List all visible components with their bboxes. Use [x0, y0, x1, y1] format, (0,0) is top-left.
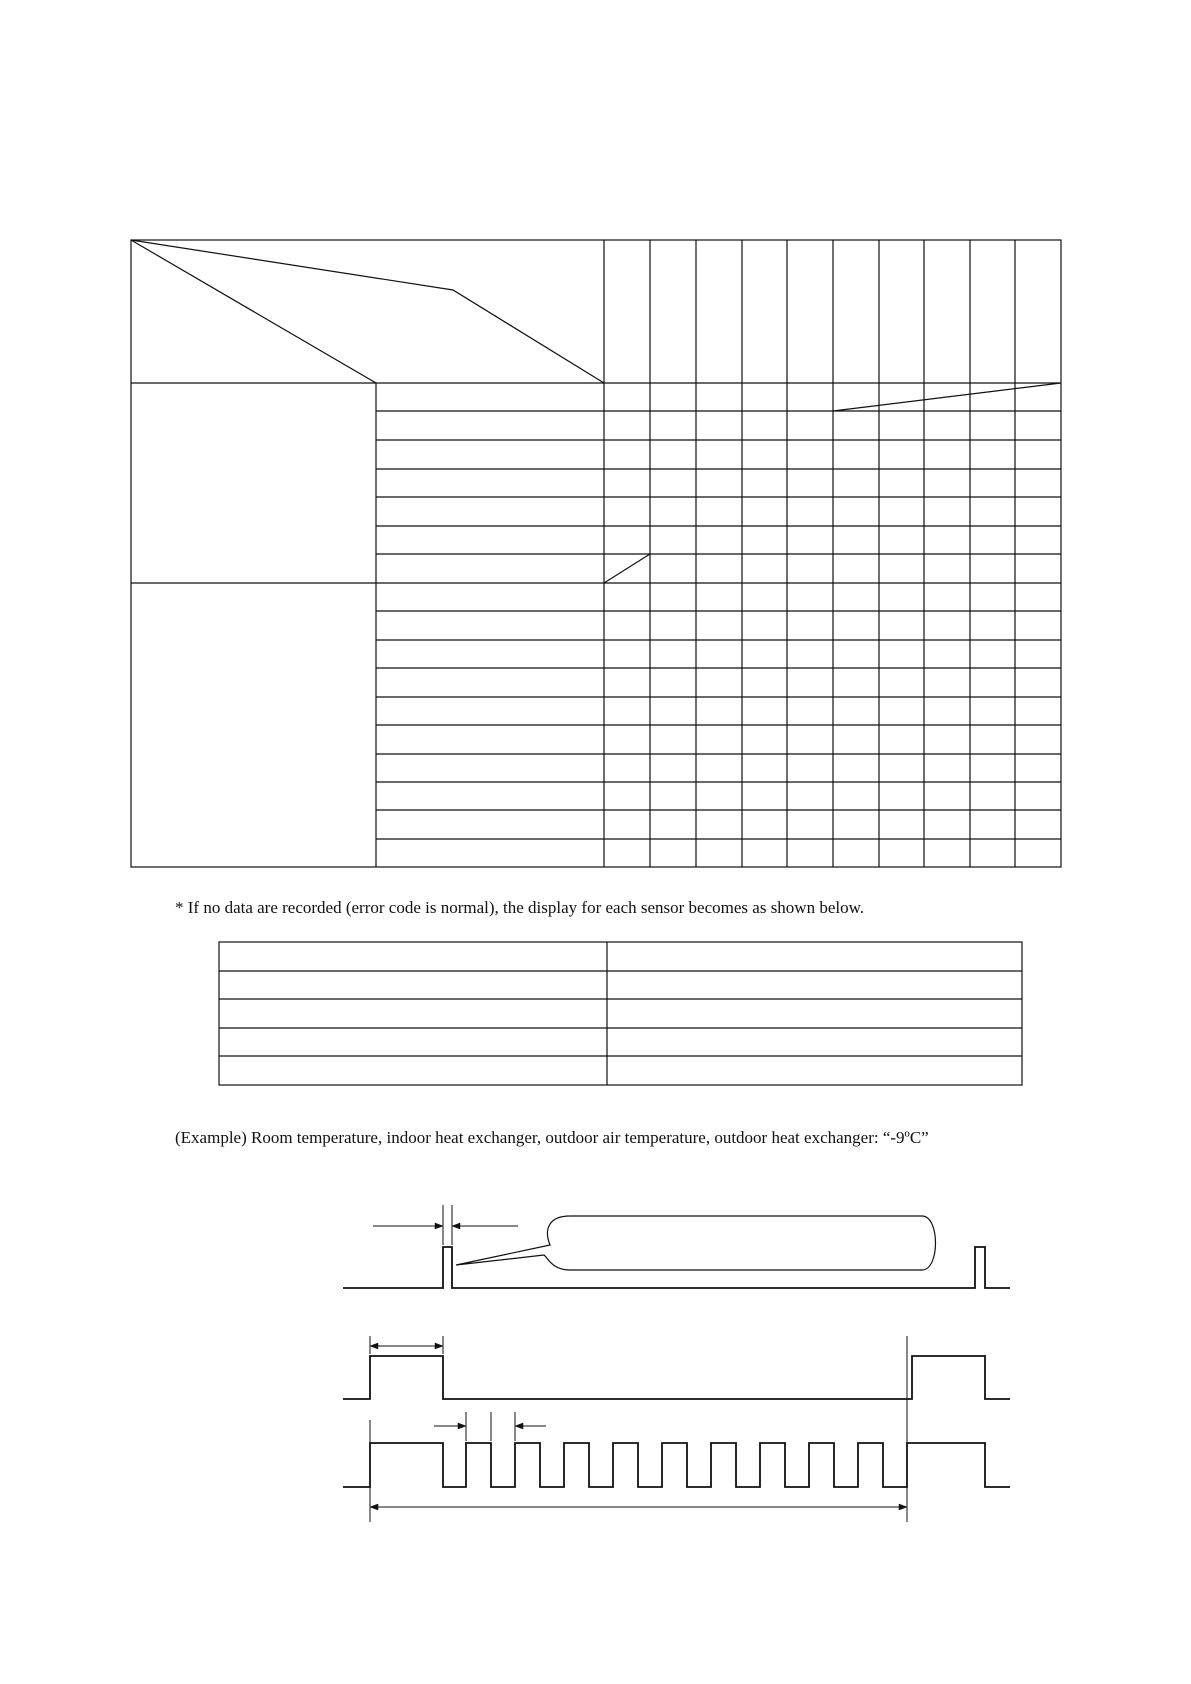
main-table: [131, 240, 1061, 867]
header-diagonal: [131, 240, 376, 383]
frame-signal: [343, 1356, 1010, 1399]
pulse-signal: [343, 1247, 1010, 1288]
cell-diagonal: [604, 554, 650, 583]
timing-diagram: [343, 1205, 1010, 1522]
callout-balloon: [456, 1216, 936, 1270]
example-note: (Example) Room temperature, indoor heat exchanger, outdoor air temperature, outdoor heat exchanger: “-9ºC”: [175, 1128, 929, 1147]
no-data-table: [219, 942, 1022, 1085]
cell-diagonal: [833, 383, 1061, 411]
row-lines: [376, 411, 1061, 839]
no-data-note: * If no data are recorded (error code is normal), the display for each sensor becomes as shown below.: [175, 898, 865, 917]
clock-signal: [343, 1443, 1010, 1487]
header-diagonal: [131, 240, 604, 383]
